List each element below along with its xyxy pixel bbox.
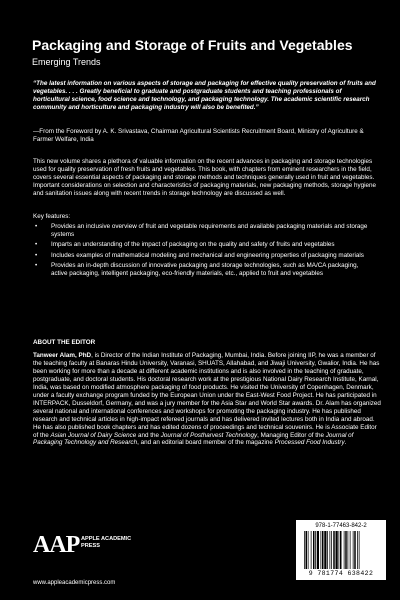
barcode-bar bbox=[333, 531, 335, 569]
isbn-barcode bbox=[296, 520, 386, 580]
barcode-bar bbox=[317, 531, 319, 569]
barcode-bar bbox=[304, 531, 305, 569]
key-feature-text: Imparts an understanding of the impact of packaging on the quality and safety of fruits and vegetables bbox=[51, 241, 335, 249]
journal-title: Journal of Packaging Technology and Research bbox=[33, 431, 354, 447]
book-title: Packaging and Storage of Fruits and Vegetables bbox=[32, 37, 353, 53]
journal-title: Journal of Postharvest Technology bbox=[160, 431, 258, 439]
barcode-bar bbox=[348, 531, 349, 569]
barcode-bar bbox=[345, 531, 347, 569]
key-feature-text: Provides an inclusive overview of fruit and vegetable requirements and available packaging materials and storage systems bbox=[51, 223, 368, 238]
barcode-bar bbox=[313, 531, 315, 569]
key-feature-item bbox=[33, 223, 373, 239]
editor-bio-text: , is Director of the Indian Institute of Packaging, Mumbai, India. Before joining IIP, he was a member of the teaching faculty at Banaras Hindu University, Varanasi, SHUATS, Allahabad, and Jiwaji University, Gwalior, India. He has been working for more than a decade at different academic institutions and is also involved in the teaching of graduate, postgraduate, and doctoral students. His doctoral research work at the prestigious National Dairy Research Institute, Karnal, India, was based on modified atmosphere packaging of food products. He visited the University of Copenhagen, Denmark, under a faculty exchange program funded by the European Union under the East-West Food Project. He has participated in INTERPACK, Dusseldorf, Germany, and was a jury member for the Asia Star and World Star awards. Dr. Alam has organized several national and international conferences and workshops for promoting the packaging industry. He has published research and technical articles in high-impact refereed journals and has delivered invited lectures both in India and abroad. He has also published book chapters and has edited dozens of proceedings and technical souvenirs. He is Associate Editor of the bbox=[33, 352, 381, 439]
barcode-icon bbox=[304, 531, 378, 569]
barcode-bar bbox=[354, 531, 356, 569]
about-editor-heading: ABOUT THE EDITOR bbox=[33, 339, 96, 346]
key-feature-text: Includes examples of mathematical modeling and mechanical and engineering properties of packaging materials bbox=[51, 251, 364, 259]
publisher-name: APPLE ACADEMIC PRESS bbox=[81, 536, 132, 549]
barcode-bar bbox=[357, 531, 358, 569]
key-features-heading: Key features: bbox=[33, 213, 71, 220]
barcode-digits: 9 781774 638422 bbox=[308, 570, 374, 577]
isbn-number: 978-1-77463-842-2 bbox=[315, 523, 367, 529]
barcode-bar bbox=[353, 531, 354, 569]
editor-bio bbox=[33, 352, 381, 447]
barcode-bar bbox=[315, 531, 316, 569]
barcode-bar bbox=[336, 531, 338, 569]
publisher-website: www.appleacademicpress.com bbox=[33, 580, 116, 586]
barcode-bar bbox=[306, 531, 308, 569]
foreword-attribution: —From the Foreword by A. K. Srivastava, Chairman Agricultural Scientists Recruitment Board, Ministry of Agriculture & Farmer Welfare, India bbox=[33, 128, 364, 143]
key-features-list bbox=[33, 223, 373, 280]
barcode-bar bbox=[350, 531, 351, 569]
editor-bio-text: , Managing Editor of the bbox=[257, 431, 326, 439]
apple-academic-press-logo bbox=[33, 532, 153, 576]
aap-logo-mark: AAP bbox=[33, 532, 80, 558]
barcode-bar bbox=[339, 531, 340, 569]
barcode-bar bbox=[311, 531, 312, 569]
key-feature-text: Provides an in-depth discussion of innovative packaging and storage technologies, such as MA/CA packaging, active packaging, intelligent packaging, eco-friendly materials, etc., applied to fruit and vegetables bbox=[51, 262, 359, 278]
editor-bio-text: . bbox=[344, 439, 347, 447]
editor-bio-text: and the bbox=[136, 431, 161, 439]
journal-title: Asian Journal of Dairy Science bbox=[50, 431, 137, 439]
bullet-icon: • bbox=[35, 262, 38, 270]
barcode-bar bbox=[344, 531, 345, 569]
key-feature-item bbox=[33, 252, 373, 260]
book-description: This new volume shares a plethora of valuable information on the recent advances in packaging and storage technologies used for quality preservation of fresh fruits and vegetables. This book, with chapters from eminent researchers in the field, covers several essential aspects of packaging and storage methods and techniques generally used in fruit and vegetables. Important considerations on selection and characteristics of packaging materials, new packaging methods, storage hygiene and sanitation issues along with recent trends in storage technology are discussed as well. bbox=[33, 158, 377, 197]
key-feature-item bbox=[33, 262, 373, 278]
barcode-bar bbox=[331, 531, 332, 569]
foreword-quote: “The latest information on various aspects of storage and packaging for effective quality preservation of fruits and vegetables. . . . Greatly beneficial to graduate and postgraduate students and teaching professionals of horticultural science, food science and technology, and packaging technology. The academic scientific research community and horticulture and packaging industry will also be benefited.” bbox=[33, 80, 376, 111]
bullet-icon: • bbox=[35, 251, 38, 259]
barcode-bar bbox=[327, 531, 328, 569]
book-subtitle: Emerging Trends bbox=[32, 57, 101, 67]
key-feature-item bbox=[33, 241, 373, 249]
editor-name: Tanweer Alam, PhD bbox=[33, 352, 92, 359]
bullet-icon: • bbox=[35, 241, 38, 249]
editor-bio-text: , and an editorial board member of the magazine bbox=[137, 439, 275, 447]
barcode-bar bbox=[322, 531, 324, 569]
barcode-bar bbox=[330, 531, 331, 569]
magazine-title: Processed Food Industry bbox=[274, 439, 345, 447]
barcode-bar bbox=[340, 531, 342, 569]
barcode-bar bbox=[359, 531, 360, 569]
barcode-bar bbox=[308, 531, 309, 569]
bullet-icon: • bbox=[35, 223, 38, 230]
barcode-bar bbox=[321, 531, 322, 569]
barcode-bar bbox=[324, 531, 326, 569]
